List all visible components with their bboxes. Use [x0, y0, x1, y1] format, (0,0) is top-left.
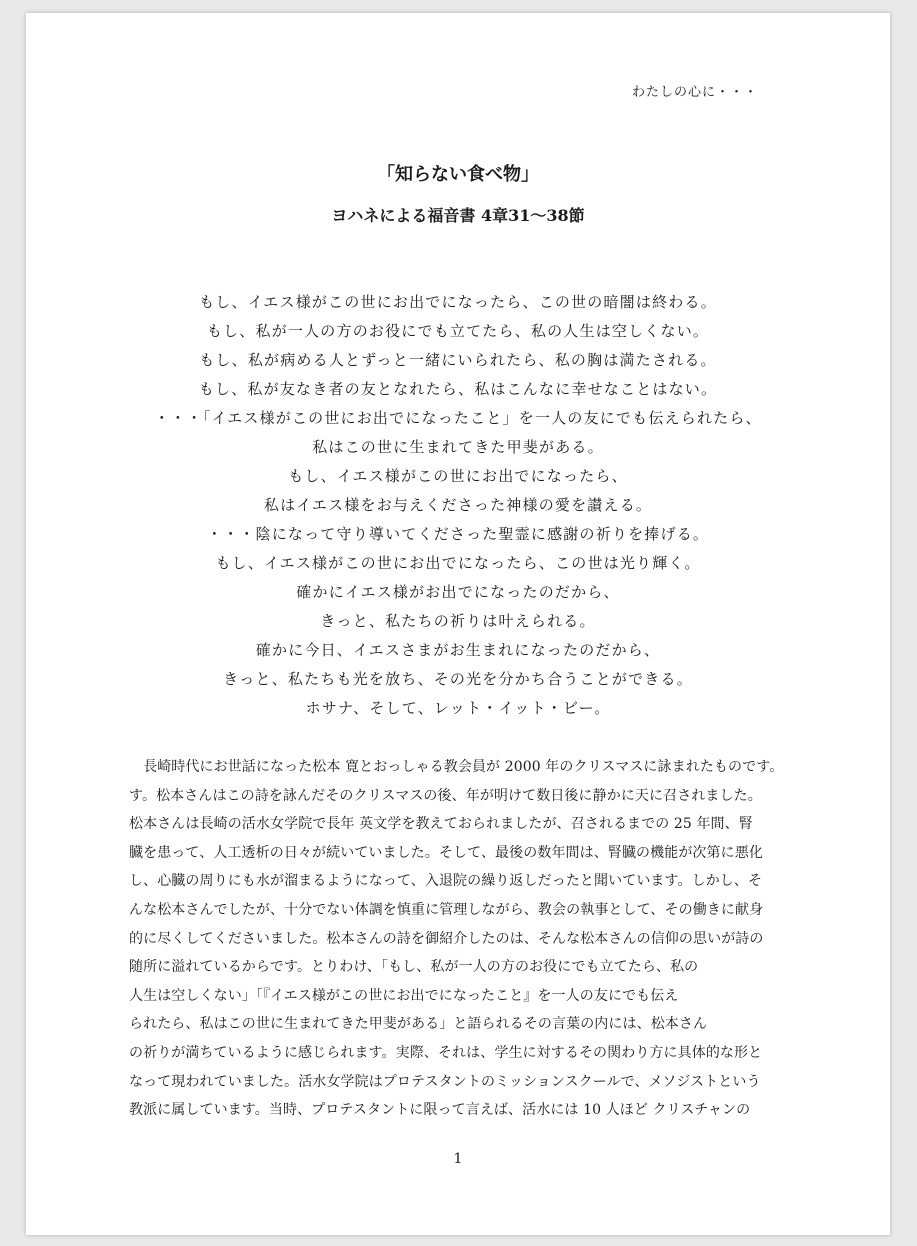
document-page [26, 13, 890, 1235]
poem-line: もし、私が友なき者の友となれたら、私はこんなに幸せなことはない。 [198, 380, 718, 398]
poem-line: 私はイエス様をお与えくださった神様の愛を讃える。 [263, 496, 653, 514]
body-line: 的に尽くしてくださいました。松本さんの詩を御紹介したのは、そんな松本さんの信仰の思いが詩の [129, 930, 764, 947]
body-line: の祈りが満ちているように感じられます。実際、それは、学生に対するその関わり方に具体的な形と [129, 1044, 763, 1061]
body-line: なって現われていました。活水女学院はプロテスタントのミッションスクールで、メソジストという [129, 1073, 761, 1090]
body-line: 松本さんは長崎の活水女学院で長年 英文学を教えておられましたが、召されるまでの 25 年間、腎 [129, 816, 753, 833]
document-title: 「知らない食べ物」 [377, 164, 539, 185]
poem-line: ・・・陰になって守り導いてくださった聖霊に感謝の祈りを捧げる。 [206, 525, 710, 543]
poem-line: もし、私が病める人とずっと一緒にいられたら、私の胸は満たされる。 [199, 351, 717, 369]
poem-line: ホサナ、そして、レット・イット・ビー。 [305, 699, 611, 717]
body-line: 長崎時代にお世話になった松本 寛とおっしゃる教会員が 2000 年のクリスマスに詠まれたものです。 [129, 759, 784, 775]
page-header: わたしの心に・・・ [631, 85, 758, 100]
body-line: られたら、私はこの世に生まれてきた甲斐がある」と語られるその言葉の内には、松本さん [129, 1016, 708, 1033]
body-paragraph [129, 753, 797, 1125]
poem-line: 私はこの世に生まれてきた甲斐がある。 [312, 438, 604, 456]
poem [86, 288, 830, 723]
page-number: 1 [453, 1151, 463, 1167]
body-line: 教派に属しています。当時、プロテスタントに限って言えば、活水には 10 人ほど クリスチャンの [129, 1102, 751, 1119]
poem-line: きっと、私たちも光を放ち、その光を分かち合うことができる。 [223, 670, 693, 688]
poem-line: ・・・「イエス様がこの世にお出でになったこと」を一人の友にでも伝えられたら、 [154, 409, 762, 427]
poem-line: 確かにイエス様がお出でになったのだから、 [296, 583, 620, 601]
poem-line: もし、イエス様がこの世にお出でになったら、この世は光り輝く。 [215, 554, 701, 572]
scripture-reference: ヨハネによる福音書 4章31～38節 [331, 206, 585, 225]
body-line: 臓を患って、人工透析の日々が続いていました。そして、最後の数年間は、腎臓の機能が次第に悪化 [129, 844, 763, 861]
poem-line: 確かに今日、イエスさまがお生まれになったのだから、 [255, 641, 661, 659]
body-line: し、心臓の周りにも水が溜まるようになって、入退院の繰り返しだったと聞いています。しかし、そ [129, 873, 763, 890]
poem-line: もし、私が一人の方のお役にでも立てたら、私の人生は空しくない。 [206, 322, 710, 340]
body-line: んな松本さんでしたが、十分でない体調を慎重に管理しながら、教会の執事として、その働きに献身 [129, 901, 764, 918]
body-line: す。松本さんはこの詩を詠んだそのクリスマスの後、年が明けて数日後に静かに天に召されました。 [129, 787, 762, 804]
poem-line: もし、イエス様がこの世にお出でになったら、この世の暗闇は終わる。 [199, 293, 717, 311]
body-line: 随所に溢れているからです。とりわけ、「もし、私が一人の方のお役にでも立てたら、私の [129, 959, 699, 976]
poem-line: きっと、私たちの祈りは叶えられる。 [320, 612, 596, 630]
body-line: 人生は空しくない」「『イエス様がこの世にお出でになったこと』を一人の友にでも伝え [129, 987, 679, 1004]
poem-line: もし、イエス様がこの世にお出でになったら、 [288, 467, 628, 485]
